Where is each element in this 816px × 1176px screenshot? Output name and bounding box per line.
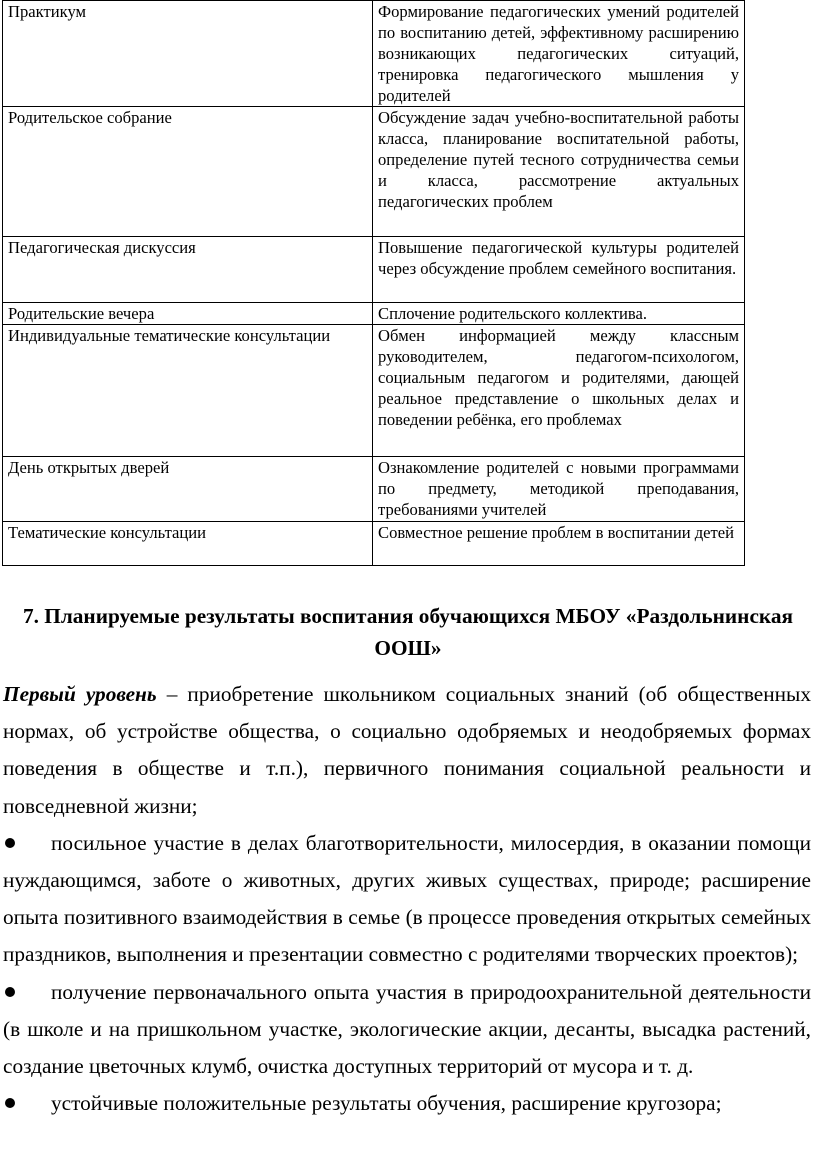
table-cell-form: Практикум [3, 1, 373, 107]
table-row [3, 237, 745, 303]
table-cell-description: Повышение педагогической культуры родителей через обсуждение проблем семейного воспитания. [373, 237, 745, 303]
bullet-icon [3, 974, 51, 1011]
list-item [3, 1085, 811, 1122]
table-cell-form: День открытых дверей [3, 457, 373, 522]
table-cell-description: Совместное решение проблем в воспитании детей [373, 522, 745, 566]
table-cell-description: Обсуждение задач учебно-воспитательной работы класса, планирование воспитательной работы, определение путей тесного сотрудничества семьи и класса, рассмотрение актуальных педагогических проблем [373, 107, 745, 237]
list-item-text: получение первоначального опыта участия в природоохранительной деятельности (в школе и на пришкольном участке, экологические акции, десанты, высадка растений, создание цветочных клумб, очистка доступных территорий от мусора и т. д. [3, 979, 811, 1079]
section-heading: 7. Планируемые результаты воспитания обучающихся МБОУ «Раздольнинская ООШ» [22, 604, 794, 660]
bullet-icon [3, 825, 51, 862]
first-level-term: Первый уровень [3, 682, 157, 706]
table-cell-form: Индивидуальные тематические консультации [3, 325, 373, 457]
table-row [3, 522, 745, 566]
first-level-paragraph [3, 676, 811, 825]
first-level-text: – приобретение школьником социальных знаний (об общественных нормах, об устройстве общества, о социально одобряемых и неодобряемых формах поведения в обществе и т.п.), первичного понимания социальной реальности и повседневной жизни; [3, 682, 811, 818]
table-cell-form: Тематические консультации [3, 522, 373, 566]
parent-work-forms-table [2, 0, 745, 566]
table-cell-form: Родительское собрание [3, 107, 373, 237]
list-item-text: устойчивые положительные результаты обучения, расширение кругозора; [51, 1091, 722, 1116]
table-row [3, 325, 745, 457]
table-cell-form: Педагогическая дискуссия [3, 237, 373, 303]
list-item-text: посильное участие в делах благотворительности, милосердия, в оказании помощи нуждающимся, заботе о животных, других живых существах, природе; расширение опыта позитивного взаимодействия в семье (в процессе проведения открытых семейных праздников, выполнения и презентации совместно с родителями творческих проектов); [3, 830, 811, 967]
table-row [3, 457, 745, 522]
table-cell-description: Ознакомление родителей с новыми программами по предмету, методикой преподавания, требованиями учителей [373, 457, 745, 522]
list-item [3, 825, 811, 974]
bullet-icon [3, 1085, 51, 1122]
list-item [3, 974, 811, 1086]
section-body [3, 676, 811, 1122]
table-cell-description: Обмен информацией между классным руководителем, педагогом-психологом, социальным педагогом и родителями, дающей реальное представление о школьных делах и поведении ребёнка, его проблемах [373, 325, 745, 457]
table-cell-form: Родительские вечера [3, 303, 373, 325]
table-row [3, 107, 745, 237]
table-cell-description: Сплочение родительского коллектива. [373, 303, 745, 325]
table-row [3, 303, 745, 325]
table-cell-description: Формирование педагогических умений родителей по воспитанию детей, эффективному расширению возникающих педагогических ситуаций, тренировка педагогического мышления у родителей [373, 1, 745, 107]
table-row [3, 1, 745, 107]
